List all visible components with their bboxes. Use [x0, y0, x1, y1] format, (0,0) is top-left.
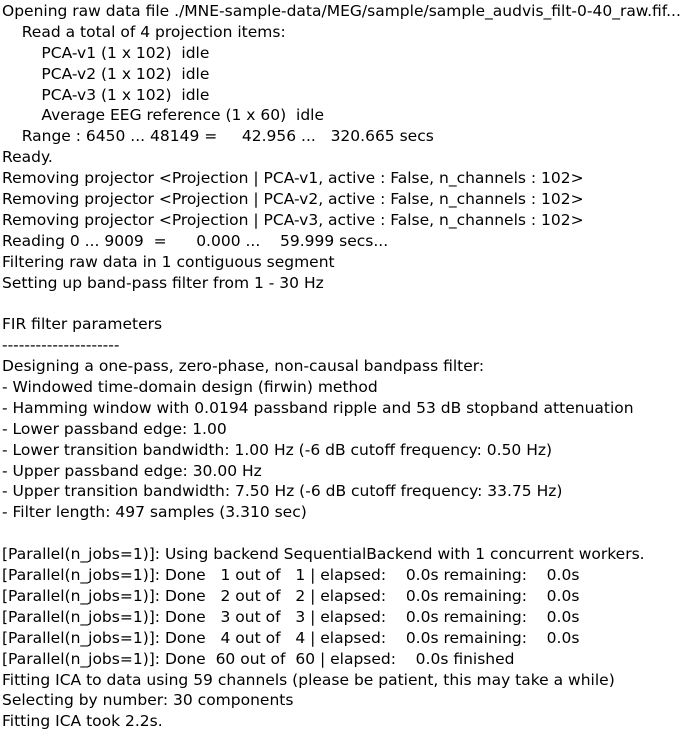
- console-line: FIR filter parameters: [2, 315, 163, 334]
- console-line: Removing projector <Projection | PCA-v3, active : False, n_channels : 102>: [2, 210, 584, 229]
- console-line: Removing projector <Projection | PCA-v1, active : False, n_channels : 102>: [2, 169, 584, 188]
- console-line: - Hamming window with 0.0194 passband ripple and 53 dB stopband attenuation: [2, 398, 634, 417]
- console-line: - Lower passband edge: 1.00: [2, 419, 227, 438]
- console-line: Opening raw data file ./MNE-sample-data/MEG/sample/sample_audvis_filt-0-40_raw.fif...: [2, 2, 681, 20]
- console-line: [Parallel(n_jobs=1)]: Done 3 out of 3 | elapsed: 0.0s remaining: 0.0s: [2, 607, 580, 626]
- console-line: Read a total of 4 projection items:: [2, 22, 286, 41]
- console-line: [Parallel(n_jobs=1)]: Done 4 out of 4 | elapsed: 0.0s remaining: 0.0s: [2, 628, 580, 647]
- console-line: Average EEG reference (1 x 60) idle: [2, 106, 325, 125]
- console-line: ---------------------: [2, 336, 120, 355]
- console-line: - Windowed time-domain design (firwin) method: [2, 378, 378, 397]
- console-line: PCA-v2 (1 x 102) idle: [2, 64, 210, 83]
- console-line: - Upper passband edge: 30.00 Hz: [2, 461, 262, 480]
- console-line: Selecting by number: 30 components: [2, 691, 294, 710]
- console-line: [Parallel(n_jobs=1)]: Done 1 out of 1 | elapsed: 0.0s remaining: 0.0s: [2, 566, 580, 585]
- console-line: Ready.: [2, 148, 53, 167]
- console-line: - Filter length: 497 samples (3.310 sec): [2, 503, 307, 522]
- console-line: Reading 0 ... 9009 = 0.000 ... 59.999 secs...: [2, 231, 389, 250]
- console-line: [Parallel(n_jobs=1)]: Using backend SequentialBackend with 1 concurrent workers.: [2, 545, 645, 564]
- console-line: - Upper transition bandwidth: 7.50 Hz (-6 dB cutoff frequency: 33.75 Hz): [2, 482, 563, 501]
- console-line: Designing a one-pass, zero-phase, non-causal bandpass filter:: [2, 357, 485, 376]
- console-line: [2, 523, 691, 544]
- console-line: Filtering raw data in 1 contiguous segment: [2, 252, 335, 271]
- console-line: Range : 6450 ... 48149 = 42.956 ... 320.665 secs: [2, 127, 434, 146]
- console-line: - Lower transition bandwidth: 1.00 Hz (-6 dB cutoff frequency: 0.50 Hz): [2, 440, 553, 459]
- console-line: Fitting ICA to data using 59 channels (please be patient, this may take a while): [2, 670, 615, 689]
- console-line: [Parallel(n_jobs=1)]: Done 2 out of 2 | elapsed: 0.0s remaining: 0.0s: [2, 586, 580, 605]
- console-line: Setting up band-pass filter from 1 - 30 Hz: [2, 273, 324, 292]
- console-line: PCA-v3 (1 x 102) idle: [2, 85, 210, 104]
- console-line: Removing projector <Projection | PCA-v2, active : False, n_channels : 102>: [2, 190, 584, 209]
- console-line: [2, 293, 691, 314]
- console-line: [Parallel(n_jobs=1)]: Done 60 out of 60 | elapsed: 0.0s finished: [2, 649, 515, 668]
- console-line: Fitting ICA took 2.2s.: [2, 712, 163, 731]
- console-line: PCA-v1 (1 x 102) idle: [2, 43, 210, 62]
